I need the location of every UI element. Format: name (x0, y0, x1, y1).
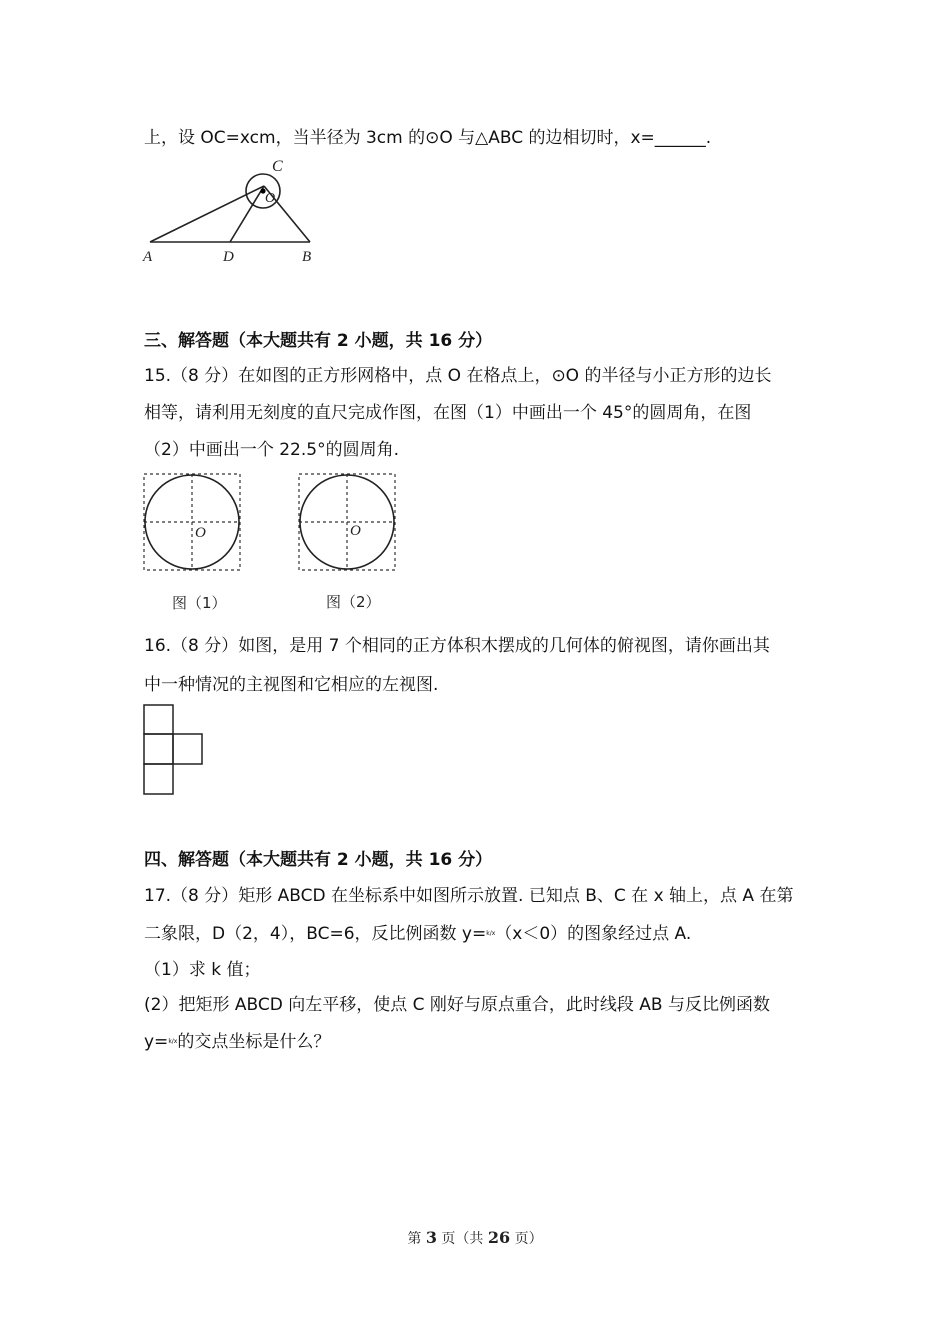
fig1-center-label: O (195, 525, 206, 541)
q16-top-view-figure (142, 703, 206, 797)
page-footer: 第 3 页（共 26 页） (407, 1228, 543, 1247)
q15-figure-1 (142, 472, 242, 572)
q17-line-3: （1）求 k 值； (144, 960, 261, 980)
fig2-center-label: O (350, 523, 361, 539)
page-number: 3 (425, 1228, 437, 1247)
q15-line-3: （2）中画出一个 22.5°的圆周角. (144, 440, 399, 460)
label-b: B (302, 249, 312, 265)
label-c: C (272, 158, 283, 175)
q16-line-1: 16.（8 分）如图，是用 7 个相同的正方体积木摆成的几何体的俯视图，请你画出其 (144, 636, 770, 656)
section-3-title: 三、解答题（本大题共有 2 小题，共 16 分） (144, 331, 493, 351)
q17-line-4: (2）把矩形 ABCD 向左平移，使点 C 刚好与原点重合，此时线段 AB 与反比例函数 (144, 995, 770, 1015)
q17-line-5: y=k/x的交点坐标是什么？ (144, 1032, 331, 1052)
label-d: D (223, 249, 234, 265)
fig2-caption: 图（2） (326, 593, 381, 611)
q17-line-1: 17.（8 分）矩形 ABCD 在坐标系中如图所示放置. 已知点 B、C 在 x 轴上，点 A 在第 (144, 886, 794, 906)
q17-line-2: 二象限，D（2，4），BC=6，反比例函数 y=k/x（x＜0）的图象经过点 A. (144, 924, 692, 944)
q15-line-2: 相等，请利用无刻度的直尺完成作图，在图（1）中画出一个 45°的圆周角，在图 (144, 403, 752, 423)
label-o: O (265, 191, 276, 206)
fig1-caption: 图（1） (172, 594, 227, 612)
fraction-k-over-x-2: k/x (168, 1038, 178, 1045)
q16-line-2: 中一种情况的主视图和它相应的左视图. (144, 675, 439, 695)
q15-line-1: 15.（8 分）在如图的正方形网格中，点 O 在格点上，⊙O 的半径与小正方形的边长 (144, 366, 772, 386)
section-4-title: 四、解答题（本大题共有 2 小题，共 16 分） (144, 850, 493, 870)
label-a: A (143, 249, 153, 265)
q15-figure-2 (297, 472, 397, 572)
page-total: 26 (487, 1228, 511, 1247)
fraction-k-over-x: k/x (486, 930, 496, 937)
question-14-tail: 上，设 OC=xcm，当半径为 3cm 的⊙O 与△ABC 的边相切时，x=______. (144, 128, 712, 148)
triangle-circle-figure (140, 158, 340, 268)
